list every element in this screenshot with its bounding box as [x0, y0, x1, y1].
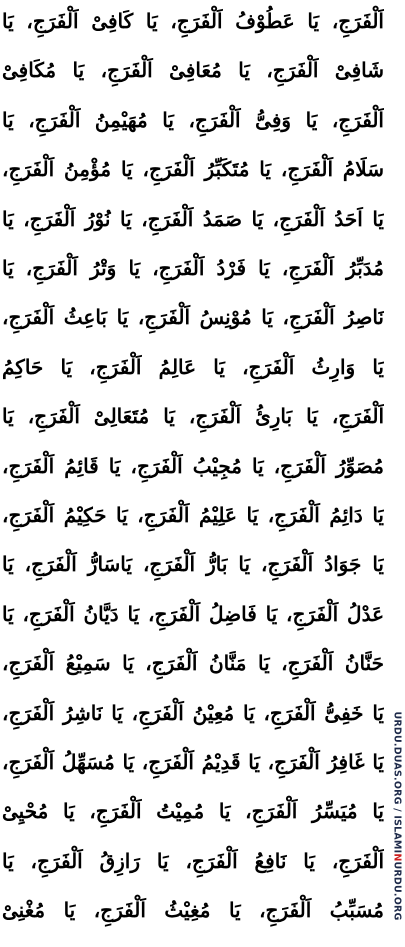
watermark-secondary-suffix: URDU.ORG [391, 860, 403, 920]
dua-line-6: مُدَبِّرُ اَلْفَرَجِ، يَا فَرْدُ اَلْفَرَجِ، يَا وَتْرُ اَلْفَرَجِ، يَا [2, 256, 384, 280]
dua-line-4: سَلَامُ اَلْفَرَجِ، يَا مُتَكَبِّرُ اَلْفَرَجِ، يَا مُؤْمِنُ اَلْفَرَجِ، [2, 157, 384, 181]
dua-line-9: اَلْفَرَجِ، يَا بَارِئُ اَلْفَرَجِ، يَا مُتَعَالِىْ اَلْفَرَجِ، يَا [2, 404, 384, 428]
watermark-separator: / [391, 807, 403, 812]
dua-line-8: يَا وَارِثُ اَلْفَرَجِ، يَا عَالِمُ اَلْفَرَجِ، يَا حَاكِمُ [2, 355, 384, 379]
site-watermark [392, 688, 403, 943]
dua-line-7: نَاصِرُ اَلْفَرَجِ، يَا مُوْنِسُ اَلْفَرَجِ، يَا بَاعِثُ اَلْفَرَجِ، [2, 305, 384, 329]
dua-line-1: اَلْفَرَجِ، يَا عَطُوْفُ اَلْفَرَجِ، يَا كَافِىْ اَلْفَرَجِ، يَا [2, 9, 384, 33]
dua-line-18: اَلْفَرَجِ، يَا نَافِعُ اَلْفَرَجِ، يَا رَازِقُ اَلْفَرَجِ، يَا [2, 849, 384, 873]
dua-line-14: حَنَّانُ اَلْفَرَجِ، يَا مَنَّانُ اَلْفَرَجِ، يَا سَمِيْعُ اَلْفَرَجِ، [2, 651, 384, 675]
dua-line-12: يَا جَوَادُ اَلْفَرَجِ، يَا بَارُّ اَلْفَرَجِ، يَاسَارُّ اَلْفَرَجِ، يَا [2, 552, 384, 576]
watermark-secondary-accent: N [391, 852, 403, 861]
dua-line-13: عَدْلُ اَلْفَرَجِ، يَا فَاضِلُ اَلْفَرَجِ، يَا دَيَّانُ اَلْفَرَجِ، يَا [2, 602, 384, 626]
dua-line-3: اَلْفَرَجِ، يَا وَفِىُّ اَلْفَرَجِ، يَا مُهَيْمِنُ اَلْفَرَجِ، يَا [2, 108, 384, 132]
dua-line-15: يَا خَفِىُّ اَلْفَرَجِ، يَا مُعِيْنُ اَلْفَرَجِ، يَا نَاشِرُ اَلْفَرَجِ، [2, 701, 384, 725]
watermark-strip [389, 688, 405, 943]
dua-line-17: يَا مُيَسِّرُ اَلْفَرَجِ، يَا مُمِيْتُ اَلْفَرَجِ، يَا مُحْيِىْ [2, 799, 384, 823]
dua-line-16: يَا غَافِرُ اَلْفَرَجِ، يَا قَدِيْمُ اَلْفَرَجِ، يَا مُسَهِّلُ اَلْفَرَجِ، [2, 750, 384, 774]
watermark-primary-site: URDU.DUAS.ORG [391, 710, 403, 805]
watermark-secondary-prefix: ISLAMI [391, 814, 403, 853]
dua-line-5: يَا اَحَدُ اَلْفَرَجِ، يَا صَمَدُ اَلْفَرَجِ، يَا نُوْرُ اَلْفَرَجِ، يَا [2, 207, 384, 231]
dua-line-10: مُصَوِّرُ اَلْفَرَجِ، يَا مُجِيْبُ اَلْفَرَجِ، يَا قَائِمُ اَلْفَرَجِ، [2, 454, 384, 478]
dua-line-19: مُسَبِّبُ اَلْفَرَجِ، يَا مُغِيْثُ اَلْفَرَجِ، يَا مُغْنِىْ [2, 898, 384, 922]
dua-line-2: شَافِىْ اَلْفَرَجِ، يَا مُعَافِىْ اَلْفَرَجِ، يَا مُكَافِىْ [2, 58, 384, 82]
dua-line-11: يَا دَائِمُ اَلْفَرَجِ، يَا عَلِيْمُ اَلْفَرَجِ، يَا حَكِيْمُ اَلْفَرَجِ، [2, 503, 384, 527]
